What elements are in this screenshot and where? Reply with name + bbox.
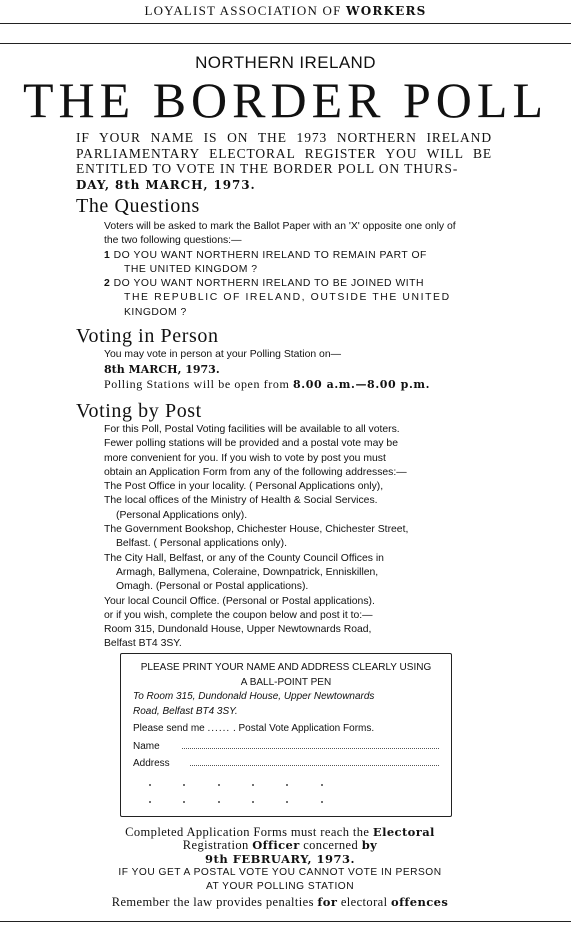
in-person-date: 8th MARCH, 1973. (104, 363, 220, 377)
polling-hours-text: Polling Stations will be open from (104, 377, 290, 392)
footer-line-2-a: Registration (182, 838, 249, 852)
questions-heading: The Questions (76, 195, 200, 217)
question-2-number: 2 (104, 278, 111, 290)
intro-text: IF YOUR NAME IS ON THE 1973 NORTHERN IRELAND PARLIAMENTARY ELECTORAL REGISTER YOU WILL BE ENTITLED TO VOTE IN THE BORDER POLL ON THURS- (76, 130, 492, 176)
by-post-line: The City Hall, Belfast, or any of the County Council Offices in (104, 552, 384, 564)
coupon-quantity-blank[interactable]: ...... (207, 723, 231, 734)
name-label: Name (133, 740, 160, 752)
by-post-line: or if you wish, complete the coupon below and post it to:— (104, 609, 373, 621)
organization-name-bold: WORKERS (346, 4, 427, 18)
by-post-line: Omagh. (Personal or Postal applications). (116, 581, 309, 593)
footer-line-2-b: Officer (252, 838, 300, 852)
in-person-section (104, 348, 484, 393)
by-post-line: For this Poll, Postal Voting facilities will be available to all voters. (104, 424, 400, 435)
intro-paragraph (76, 130, 492, 193)
organization-header (0, 3, 571, 19)
address-field[interactable] (190, 756, 439, 766)
bottom-rule (0, 921, 571, 922)
question-2-text: DO YOU WANT NORTHERN IRELAND TO BE JOINED WITH (113, 278, 424, 290)
application-coupon (120, 653, 452, 817)
question-1-number: 1 (104, 249, 111, 261)
by-post-line: The local offices of the Ministry of Health & Social Services. (104, 495, 378, 507)
postal-warning-1: IF YOU GET A POSTAL VOTE YOU CANNOT VOTE IN PERSON (118, 867, 442, 878)
address-label: Address (133, 758, 170, 769)
second-rule (0, 43, 571, 44)
questions-lead: Voters will be asked to mark the Ballot Paper with an 'X' opposite one only of the two following questions:— (104, 221, 456, 247)
question-2-cont2: KINGDOM ? (124, 306, 187, 318)
by-post-line: (Personal Applications only). (116, 509, 248, 521)
by-post-line: The Government Bookshop, Chichester House, Chichester Street, (104, 524, 409, 536)
footer-notes (80, 826, 480, 909)
in-person-heading: Voting in Person (76, 325, 219, 347)
footer-line-1-bold: Electoral (372, 825, 435, 839)
law-notice-c: electoral (340, 895, 388, 909)
coupon-header-line-2: A BALL-POINT PEN (240, 676, 332, 688)
law-notice-a: Remember the law provides penalties (111, 895, 314, 909)
footer-line-1: Completed Application Forms must reach the (125, 825, 370, 839)
footer-line-2-d: by (361, 838, 378, 852)
question-2-cont: THE REPUBLIC OF IRELAND, OUTSIDE THE UNITED (124, 292, 451, 304)
by-post-line: Armagh, Ballymena, Coleraine, Downpatrick, Enniskillen, (116, 566, 379, 578)
in-person-line: You may vote in person at your Polling Station on— (104, 349, 342, 360)
by-post-line: The Post Office in your locality. ( Personal Applications only), (104, 481, 384, 493)
by-post-heading: Voting by Post (76, 400, 202, 422)
page-title: THE BORDER POLL (23, 72, 548, 128)
polling-hours-value: 8.00 a.m.—8.00 p.m. (293, 378, 431, 392)
poll-date: DAY, 8th MARCH, 1973. (76, 177, 256, 192)
by-post-line: more convenient for you. If you wish to vote by post you must (104, 452, 386, 464)
by-post-line: obtain an Application Form from any of the following addresses:— (104, 466, 407, 478)
footer-line-2-c: concerned (303, 838, 359, 852)
by-post-line: Your local Council Office. (Personal or Postal applications). (104, 595, 375, 607)
organization-name: LOYALIST ASSOCIATION OF (144, 3, 342, 18)
postal-warning-2: AT YOUR POLLING STATION (205, 881, 355, 892)
law-notice-b: for (317, 895, 338, 909)
law-notice-d: offences (391, 895, 449, 909)
address-field-line-2[interactable] (133, 784, 439, 793)
coupon-request-prefix: Please send me (133, 723, 205, 734)
question-1-text: DO YOU WANT NORTHERN IRELAND TO REMAIN PART OF (113, 249, 427, 261)
by-post-line: Belfast BT4 3SY. (104, 638, 182, 650)
by-post-line: Fewer polling stations will be provided and a postal vote may be (104, 438, 398, 450)
top-rule (0, 23, 571, 24)
questions-section (104, 220, 466, 320)
by-post-line: Belfast. ( Personal applications only). (116, 538, 287, 550)
subtitle: NORTHERN IRELAND (195, 53, 376, 72)
coupon-header-line-1: PLEASE PRINT YOUR NAME AND ADDRESS CLEARLY USING (140, 662, 432, 673)
application-deadline: 9th FEBRUARY, 1973. (205, 852, 355, 866)
name-field[interactable] (182, 739, 439, 749)
by-post-section (104, 423, 470, 652)
coupon-address-line-2: Road, Belfast BT4 3SY. (133, 705, 238, 717)
address-field-line-3[interactable] (133, 801, 439, 810)
by-post-line: Room 315, Dundonald House, Upper Newtownards Road, (104, 624, 372, 636)
coupon-request (133, 722, 439, 737)
coupon-request-suffix: . Postal Vote Application Forms. (232, 723, 375, 734)
question-1-cont: THE UNITED KINGDOM ? (124, 263, 258, 275)
coupon-address-line-1: To Room 315, Dundonald House, Upper Newtownards (133, 691, 375, 702)
